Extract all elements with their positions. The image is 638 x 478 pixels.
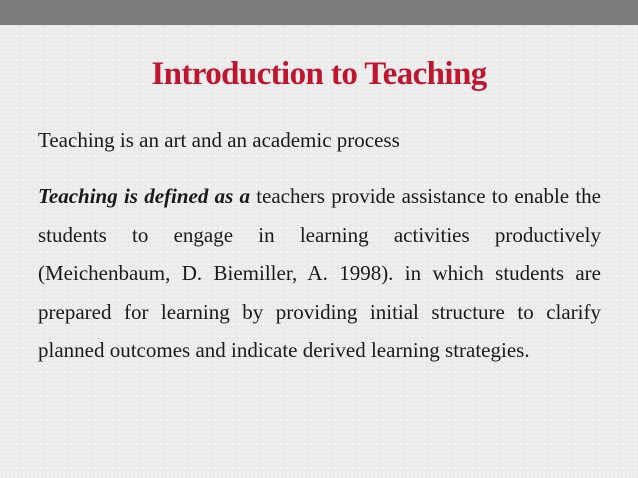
- definition-text: teachers provide assistance to enable the students to engage in learning activities productively (Meichenbaum, D. Biemiller, A. 1998). in which students are prepared for learning by providing initial structure to clarify planned outcomes and indicate derived learning strategies.: [38, 184, 602, 363]
- intro-line: Teaching is an art and an academic process: [38, 128, 400, 152]
- definition-paragraph: [38, 177, 601, 370]
- definition-emphasis: Teaching is defined as a: [38, 184, 250, 208]
- slide-title: Introduction to Teaching: [151, 56, 487, 92]
- top-bar: [0, 0, 638, 25]
